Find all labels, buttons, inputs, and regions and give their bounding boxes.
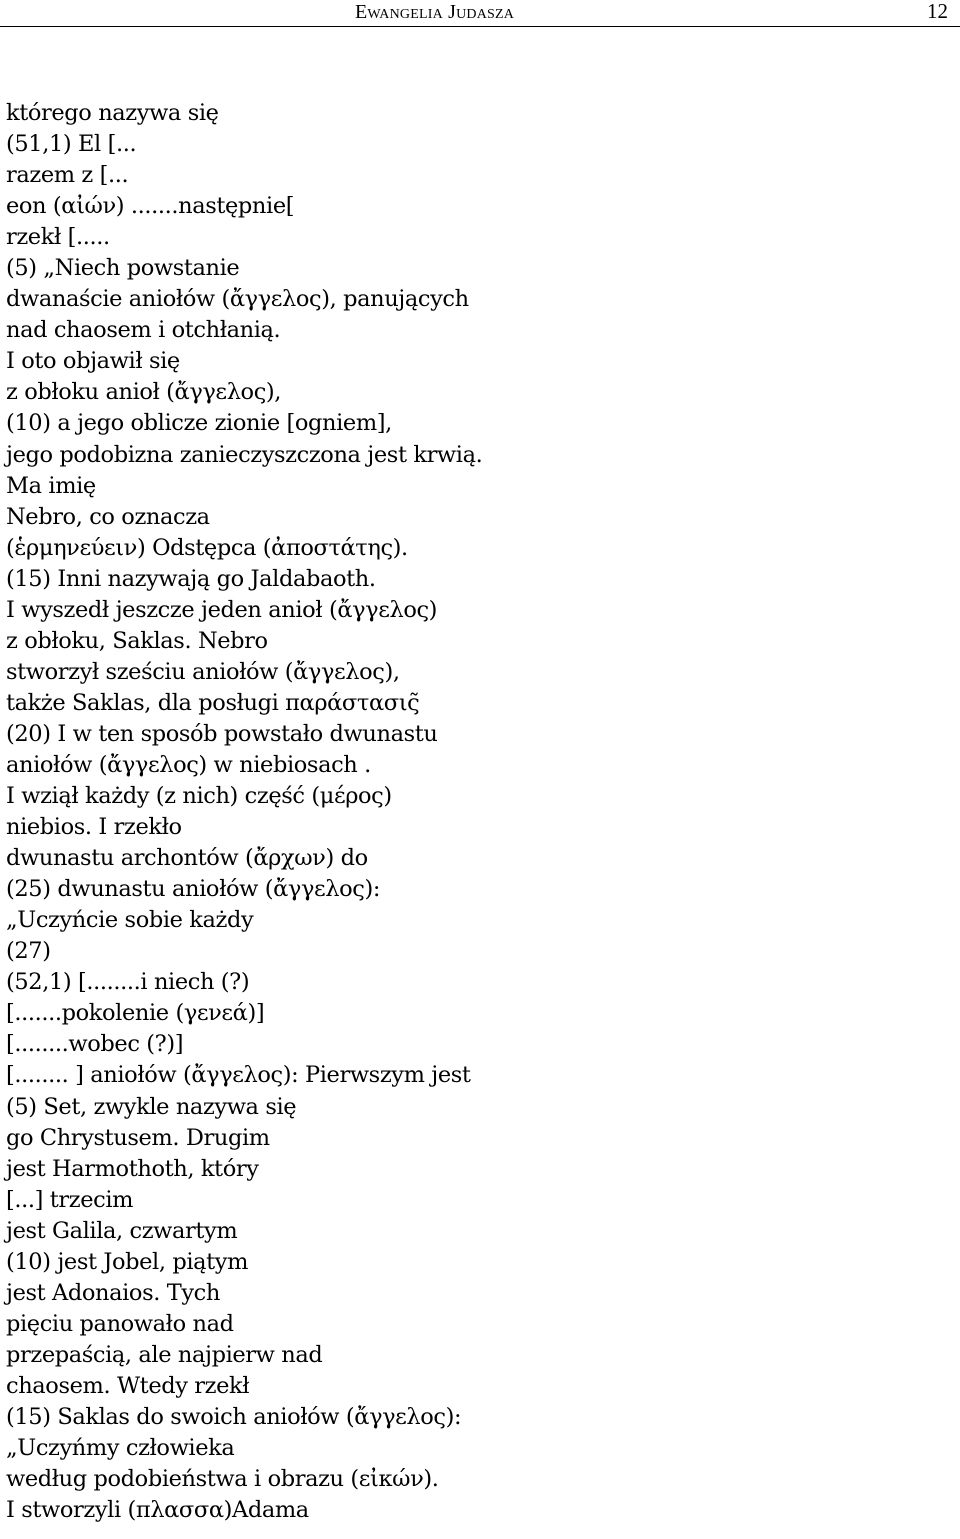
text-line: eon (αἰών) .......następnie[ bbox=[6, 193, 295, 220]
text-line: (52,1) [........i niech (?) bbox=[6, 969, 250, 996]
text-line: którego nazywa się bbox=[6, 100, 219, 126]
text-line: Nebro, co oznacza bbox=[6, 503, 210, 530]
text-line: (15) Saklas do swoich aniołów (ἄγγελος): bbox=[6, 1403, 462, 1430]
running-header bbox=[0, 0, 960, 30]
text-line: (25) dwunastu aniołów (ἄγγελος): bbox=[6, 876, 381, 903]
text-line: rzekł [..... bbox=[6, 224, 110, 251]
text-line: pięciu panowało nad bbox=[6, 1310, 234, 1337]
text-line: dwanaście aniołów (ἄγγελος), panujących bbox=[6, 286, 469, 313]
text-line: stworzył sześciu aniołów (ἄγγελος), bbox=[6, 658, 400, 685]
header-rule bbox=[0, 26, 960, 27]
text-line: [.......pokolenie (γενεά)] bbox=[6, 1000, 265, 1027]
page-number: 12 bbox=[927, 0, 948, 23]
text-line: z obłoku, Saklas. Nebro bbox=[6, 627, 268, 654]
text-line: I oto objawił się bbox=[6, 348, 180, 375]
text-line: I stworzyli (πλασσα)Adama bbox=[6, 1497, 309, 1524]
text-line: „Uczyńmy człowieka bbox=[6, 1435, 235, 1462]
text-line: (27) bbox=[6, 938, 51, 965]
body-text bbox=[6, 98, 956, 1526]
text-line: chaosem. Wtedy rzekł bbox=[6, 1372, 250, 1399]
text-line: Ma imię bbox=[6, 472, 96, 499]
text-line: razem z [... bbox=[6, 162, 129, 189]
text-line: przepaścią, ale najpierw nad bbox=[6, 1341, 323, 1368]
text-line: jego podobizna zanieczyszczona jest krwią. bbox=[6, 441, 483, 468]
text-line: [...] trzecim bbox=[6, 1186, 134, 1213]
text-line: (20) I w ten sposób powstało dwunastu bbox=[6, 720, 438, 747]
text-line: (15) Inni nazywają go Jaldabaoth. bbox=[6, 565, 376, 592]
text-line: dwunastu archontów (ἄρχων) do bbox=[6, 845, 368, 872]
text-line: z obłoku anioł (ἄγγελος), bbox=[6, 379, 282, 406]
text-line: aniołów (ἄγγελος) w niebiosach . bbox=[6, 751, 371, 778]
text-line: I wziął każdy (z nich) część (μέρος) bbox=[6, 783, 392, 810]
text-line: także Saklas, dla posługi παράστασις̃ bbox=[6, 689, 420, 716]
text-line: I wyszedł jeszcze jeden anioł (ἄγγελος) bbox=[6, 596, 438, 623]
text-line: (10) a jego oblicze zionie [ogniem], bbox=[6, 410, 392, 437]
text-line: niebios. I rzekło bbox=[6, 814, 182, 841]
text-line: (10) jest Jobel, piątym bbox=[6, 1248, 249, 1275]
text-line: jest Adonaios. Tych bbox=[6, 1279, 220, 1306]
text-line: [........ ] aniołów (ἄγγελος): Pierwszym jest bbox=[6, 1062, 471, 1089]
text-line: (5) Set, zwykle nazywa się bbox=[6, 1093, 297, 1120]
text-line: nad chaosem i otchłanią. bbox=[6, 317, 281, 344]
header-title: Ewangelia Judasza bbox=[355, 1, 515, 23]
text-line: jest Galila, czwartym bbox=[6, 1217, 238, 1244]
text-line: jest Harmothoth, który bbox=[6, 1155, 259, 1182]
text-line: według podobieństwa i obrazu (εἰκών). bbox=[6, 1466, 439, 1493]
text-line: go Chrystusem. Drugim bbox=[6, 1124, 270, 1151]
text-line: (ἑρμηνεύειν) Odstępca (ἀποστάτης). bbox=[6, 534, 408, 561]
text-line: (51,1) El [... bbox=[6, 131, 137, 158]
text-line: [........wobec (?)] bbox=[6, 1031, 184, 1058]
text-line: „Uczyńcie sobie każdy bbox=[6, 907, 254, 934]
text-line: (5) „Niech powstanie bbox=[6, 255, 240, 282]
